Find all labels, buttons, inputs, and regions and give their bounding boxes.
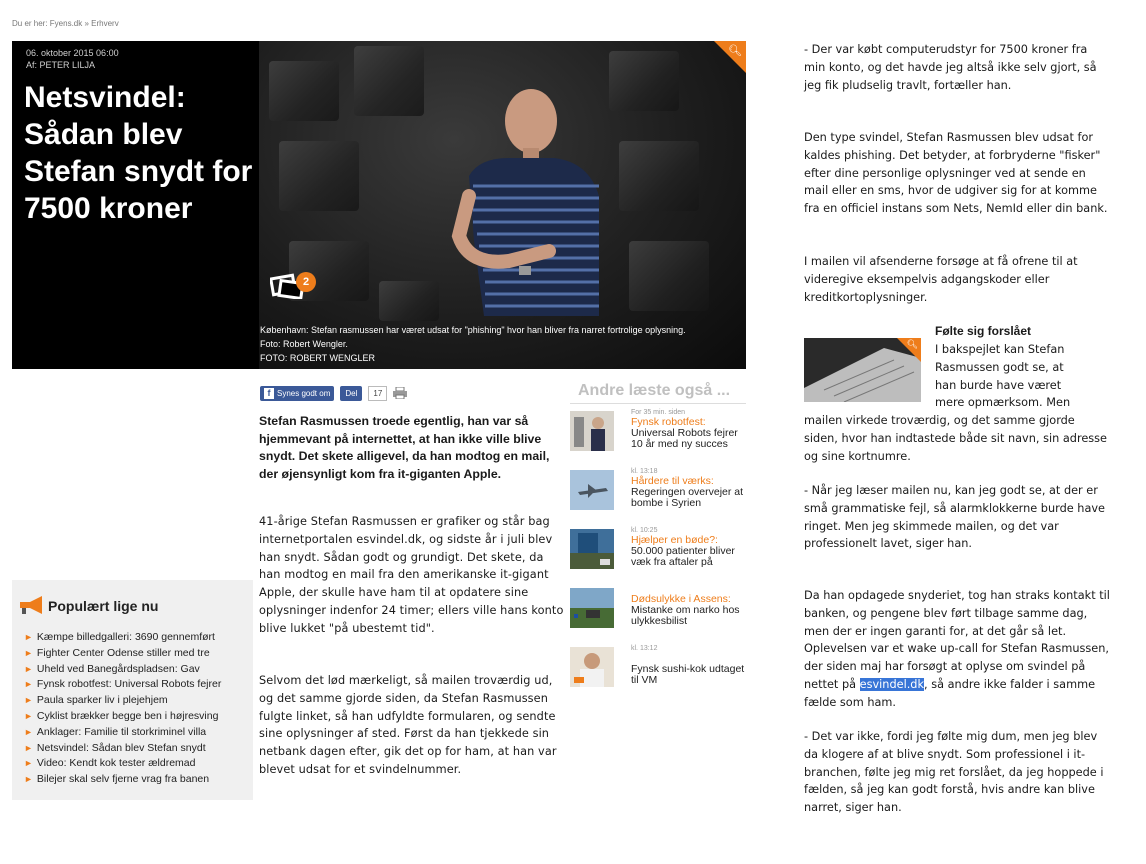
popular-item[interactable]	[24, 709, 250, 725]
also-read-time: kl. 13:12	[631, 645, 658, 652]
photo-caption	[260, 323, 686, 365]
popular-item[interactable]	[24, 772, 250, 788]
arrow-icon: ►	[24, 758, 33, 769]
paragraph-line: han burde have været	[935, 378, 1062, 392]
popular-item[interactable]	[24, 646, 250, 662]
paragraph-text: , så andre ikke falder i samme fælde som ham.	[804, 677, 1096, 709]
popular-item-label: Kæmpe billedgalleri: 3690 gennemført	[36, 631, 215, 643]
popular-item-label: Paula sparker liv i plejehjem	[36, 694, 168, 707]
article-paragraph: - Når jeg læser mailen nu, kan jeg godt se, at der er små grammatiske fejl, så alarmklokkerne burde have ringet. Men jeg skimmede mailen, og det var professionelt lavet, siger han.	[804, 484, 1106, 551]
article-meta	[26, 47, 119, 71]
arrow-icon: ►	[24, 710, 33, 721]
also-read-kicker: Fynsk robotfest:	[631, 416, 706, 428]
popular-item[interactable]	[24, 725, 250, 741]
section-subheading: Følte sig forslået	[935, 324, 1032, 338]
share-count: 17	[368, 386, 387, 401]
arrow-icon: ►	[24, 742, 33, 753]
page-title: Netsvindel: Sådan blev Stefan snydt for 7500 kroner	[24, 81, 253, 225]
hero-photo[interactable]	[259, 41, 746, 369]
breadcrumb[interactable]: Du er her: Fyens.dk » Erhverv	[12, 19, 119, 28]
popular-item-label: Fynsk robotfest: Universal Robots fejrer	[36, 678, 222, 691]
also-read-item[interactable]	[570, 407, 746, 457]
popular-item-label: Bilejer skal selv fjerne vrag fra banen	[36, 773, 210, 786]
divider	[570, 403, 746, 404]
caption-credit: Foto: Robert Wengler.	[260, 339, 348, 349]
facebook-like-button[interactable]	[260, 386, 334, 401]
also-read-kicker: Hjælper en bøde?:	[631, 534, 718, 546]
popular-item[interactable]	[24, 756, 250, 772]
popular-list	[24, 630, 250, 788]
also-read-item[interactable]	[570, 466, 746, 516]
also-read-time: kl. 10:25	[631, 527, 658, 534]
arrow-icon: ►	[24, 726, 33, 737]
portrait-figure	[439, 66, 599, 316]
paragraph-line: Rasmussen godt se, at	[935, 360, 1064, 374]
also-read-thumbnail	[570, 411, 614, 451]
article-lead: Stefan Rasmussen troede egentlig, han var så hjemmevant på internettet, at han ikke ville blive snydt. Det skete alligevel, da han modtog en mail, der øjensynligt kom fra it-giganten Apple.	[259, 414, 550, 481]
also-read-title: Andre læste også ...	[578, 382, 731, 399]
megaphone-icon	[16, 594, 46, 616]
arrow-icon: ►	[24, 647, 33, 658]
caption-photo-credit: FOTO: ROBERT WENGLER	[260, 353, 376, 363]
esvindel-link[interactable]: esvindel.dk	[859, 677, 925, 691]
also-read-kicker: Hårdere til værks:	[631, 475, 714, 487]
paragraph-line: I bakspejlet kan Stefan	[935, 343, 1065, 356]
arrow-icon: ►	[24, 695, 33, 706]
popular-title: Populært lige nu	[48, 598, 159, 614]
also-read-item[interactable]	[570, 584, 746, 634]
popular-item-label: Video: Kendt kok tester ældremad	[36, 757, 196, 770]
article-paragraph: Den type svindel, Stefan Rasmussen blev udsat for kaldes phishing. Det betyder, at forbryderne "fisker" efter dine personlige oplysninger ved at sende en mail eller en sms, hvor de udgiver sig for at komme fra en officiel instans som Nets, NemId eller din bank.	[804, 131, 1108, 216]
article-paragraph: Selvom det lød mærkeligt, så mailen troværdig ud, og det samme gjorde siden, da Stefan Rasmussen fulgte linket, så han udfyldte formularen, og sendte sine oplysninger af sted. Først da han tjekkede sin netbank dagen efter, gik det op for ham, at han var blevet udsat for et svindelnummer.	[259, 674, 557, 776]
popular-item[interactable]	[24, 662, 250, 678]
popular-item-label: Netsvindel: Sådan blev Stefan snydt	[36, 741, 206, 754]
article-date: 06. oktober 2015 06:00	[26, 48, 119, 58]
also-read-thumbnail	[570, 470, 614, 510]
also-read-headline: 50.000 patienter bliver væk fra aftaler på	[631, 545, 735, 568]
magnifier-icon[interactable]: 🔍︎	[906, 339, 918, 349]
also-read-item[interactable]	[570, 525, 746, 575]
also-read-thumbnail	[570, 588, 614, 628]
article-paragraph: 41-årige Stefan Rasmussen er grafiker og står bag internetportalen esvindel.dk, og sidste år i juli blev han snydt. Sådan godt og grundigt. Det skete, da han modtog en mail fra den amerikanske it-gigant Apple, der skulle have ham til at opdatere sine oplysninger indenfor 24 timer; ellers ville hans konto blive lukket "på ubestemt tid".	[259, 515, 564, 635]
print-icon[interactable]	[393, 387, 407, 399]
also-read-thumbnail	[570, 647, 614, 687]
paragraph-line: mere opmærksom. Men	[935, 396, 1071, 410]
also-read-time: kl. 13:18	[631, 468, 658, 475]
also-read-time: For 35 min. siden	[631, 409, 686, 416]
article-author: Af: PETER LILJA	[26, 60, 96, 70]
article-paragraph: - Der var købt computerudstyr for 7500 kroner fra min konto, og det havde jeg altså ikke selv gjort, så jeg fik pludselig travlt, fortæller han.	[804, 43, 1097, 92]
share-button[interactable]: Del	[340, 386, 362, 401]
gallery-count-badge[interactable]: 2	[296, 272, 316, 292]
also-read-thumbnail	[570, 529, 614, 569]
popular-item-label: Anklager: Familie til storkriminel villa	[36, 725, 207, 738]
also-read-headline: Universal Robots fejrer 10 år med ny succes	[631, 427, 738, 450]
magnifier-icon[interactable]: 🔍︎	[728, 45, 742, 57]
popular-item-label: Cyklist brækker begge ben i højresving	[36, 709, 219, 722]
article-paragraph: I mailen vil afsenderne forsøge at få ofrene til at videregive eksempelvis adgangskoder eller kreditkortoplysninger.	[804, 255, 1078, 304]
hero-banner	[12, 41, 746, 369]
inline-article-image[interactable]	[804, 338, 921, 402]
article-paragraph	[804, 587, 1110, 712]
arrow-icon: ►	[24, 774, 33, 785]
also-read-headline: Regeringen overvejer at bombe i Syrien	[631, 486, 744, 509]
arrow-icon: ►	[24, 679, 33, 690]
like-label: Synes godt om	[277, 388, 331, 398]
caption-text: København: Stefan rasmussen har været udsat for "phishing" hvor han bliver fra narret fortrolige oplysning.	[260, 325, 686, 335]
article-paragraph: mailen virkede troværdig, og det samme gjorde siden, hvor han indtastede både sit navn, sin adresse og sine kortnumre.	[804, 414, 1108, 463]
popular-item[interactable]	[24, 630, 250, 646]
popular-item[interactable]	[24, 677, 250, 693]
paragraph-text: Da han opdagede snyderiet, tog han straks kontakt til banken, og pengene blev ført tilbage samme dag, men der er ingen garanti for, at det går så let. Oplevelsen var et wake up-call for Stefan Rasmussen, der siden maj har forsøgt at oplyse om svindel på nettet på	[804, 589, 1110, 691]
also-read-item[interactable]	[570, 643, 746, 693]
arrow-icon: ►	[24, 632, 33, 642]
popular-item[interactable]	[24, 741, 250, 757]
popular-item-label: Uheld ved Banegårdspladsen: Gav	[36, 662, 200, 675]
also-read-headline: Fynsk sushi-kok udtaget til VM	[631, 663, 745, 686]
arrow-icon: ►	[24, 663, 33, 674]
facebook-icon: f	[264, 388, 274, 399]
also-read-headline: Mistanke om narko hos ulykkesbilist	[631, 604, 740, 627]
share-bar	[260, 385, 407, 401]
article-paragraph: - Det var ikke, fordi jeg følte mig dum, men jeg blev da klogere af at blive snydt. Som professionel i it-branchen, følte jeg mig ret forslået, da jeg hoppede i fælden, så jeg kan godt forstå, hvis andre kan blive narret, siger han.	[804, 730, 1104, 815]
popular-item[interactable]	[24, 693, 250, 709]
popular-widget	[12, 580, 253, 800]
also-read-kicker: Dødsulykke i Assens:	[631, 593, 731, 605]
popular-item-label: Fighter Center Odense stiller med tre	[36, 646, 210, 659]
article-paragraph-wrapped	[935, 341, 1115, 412]
